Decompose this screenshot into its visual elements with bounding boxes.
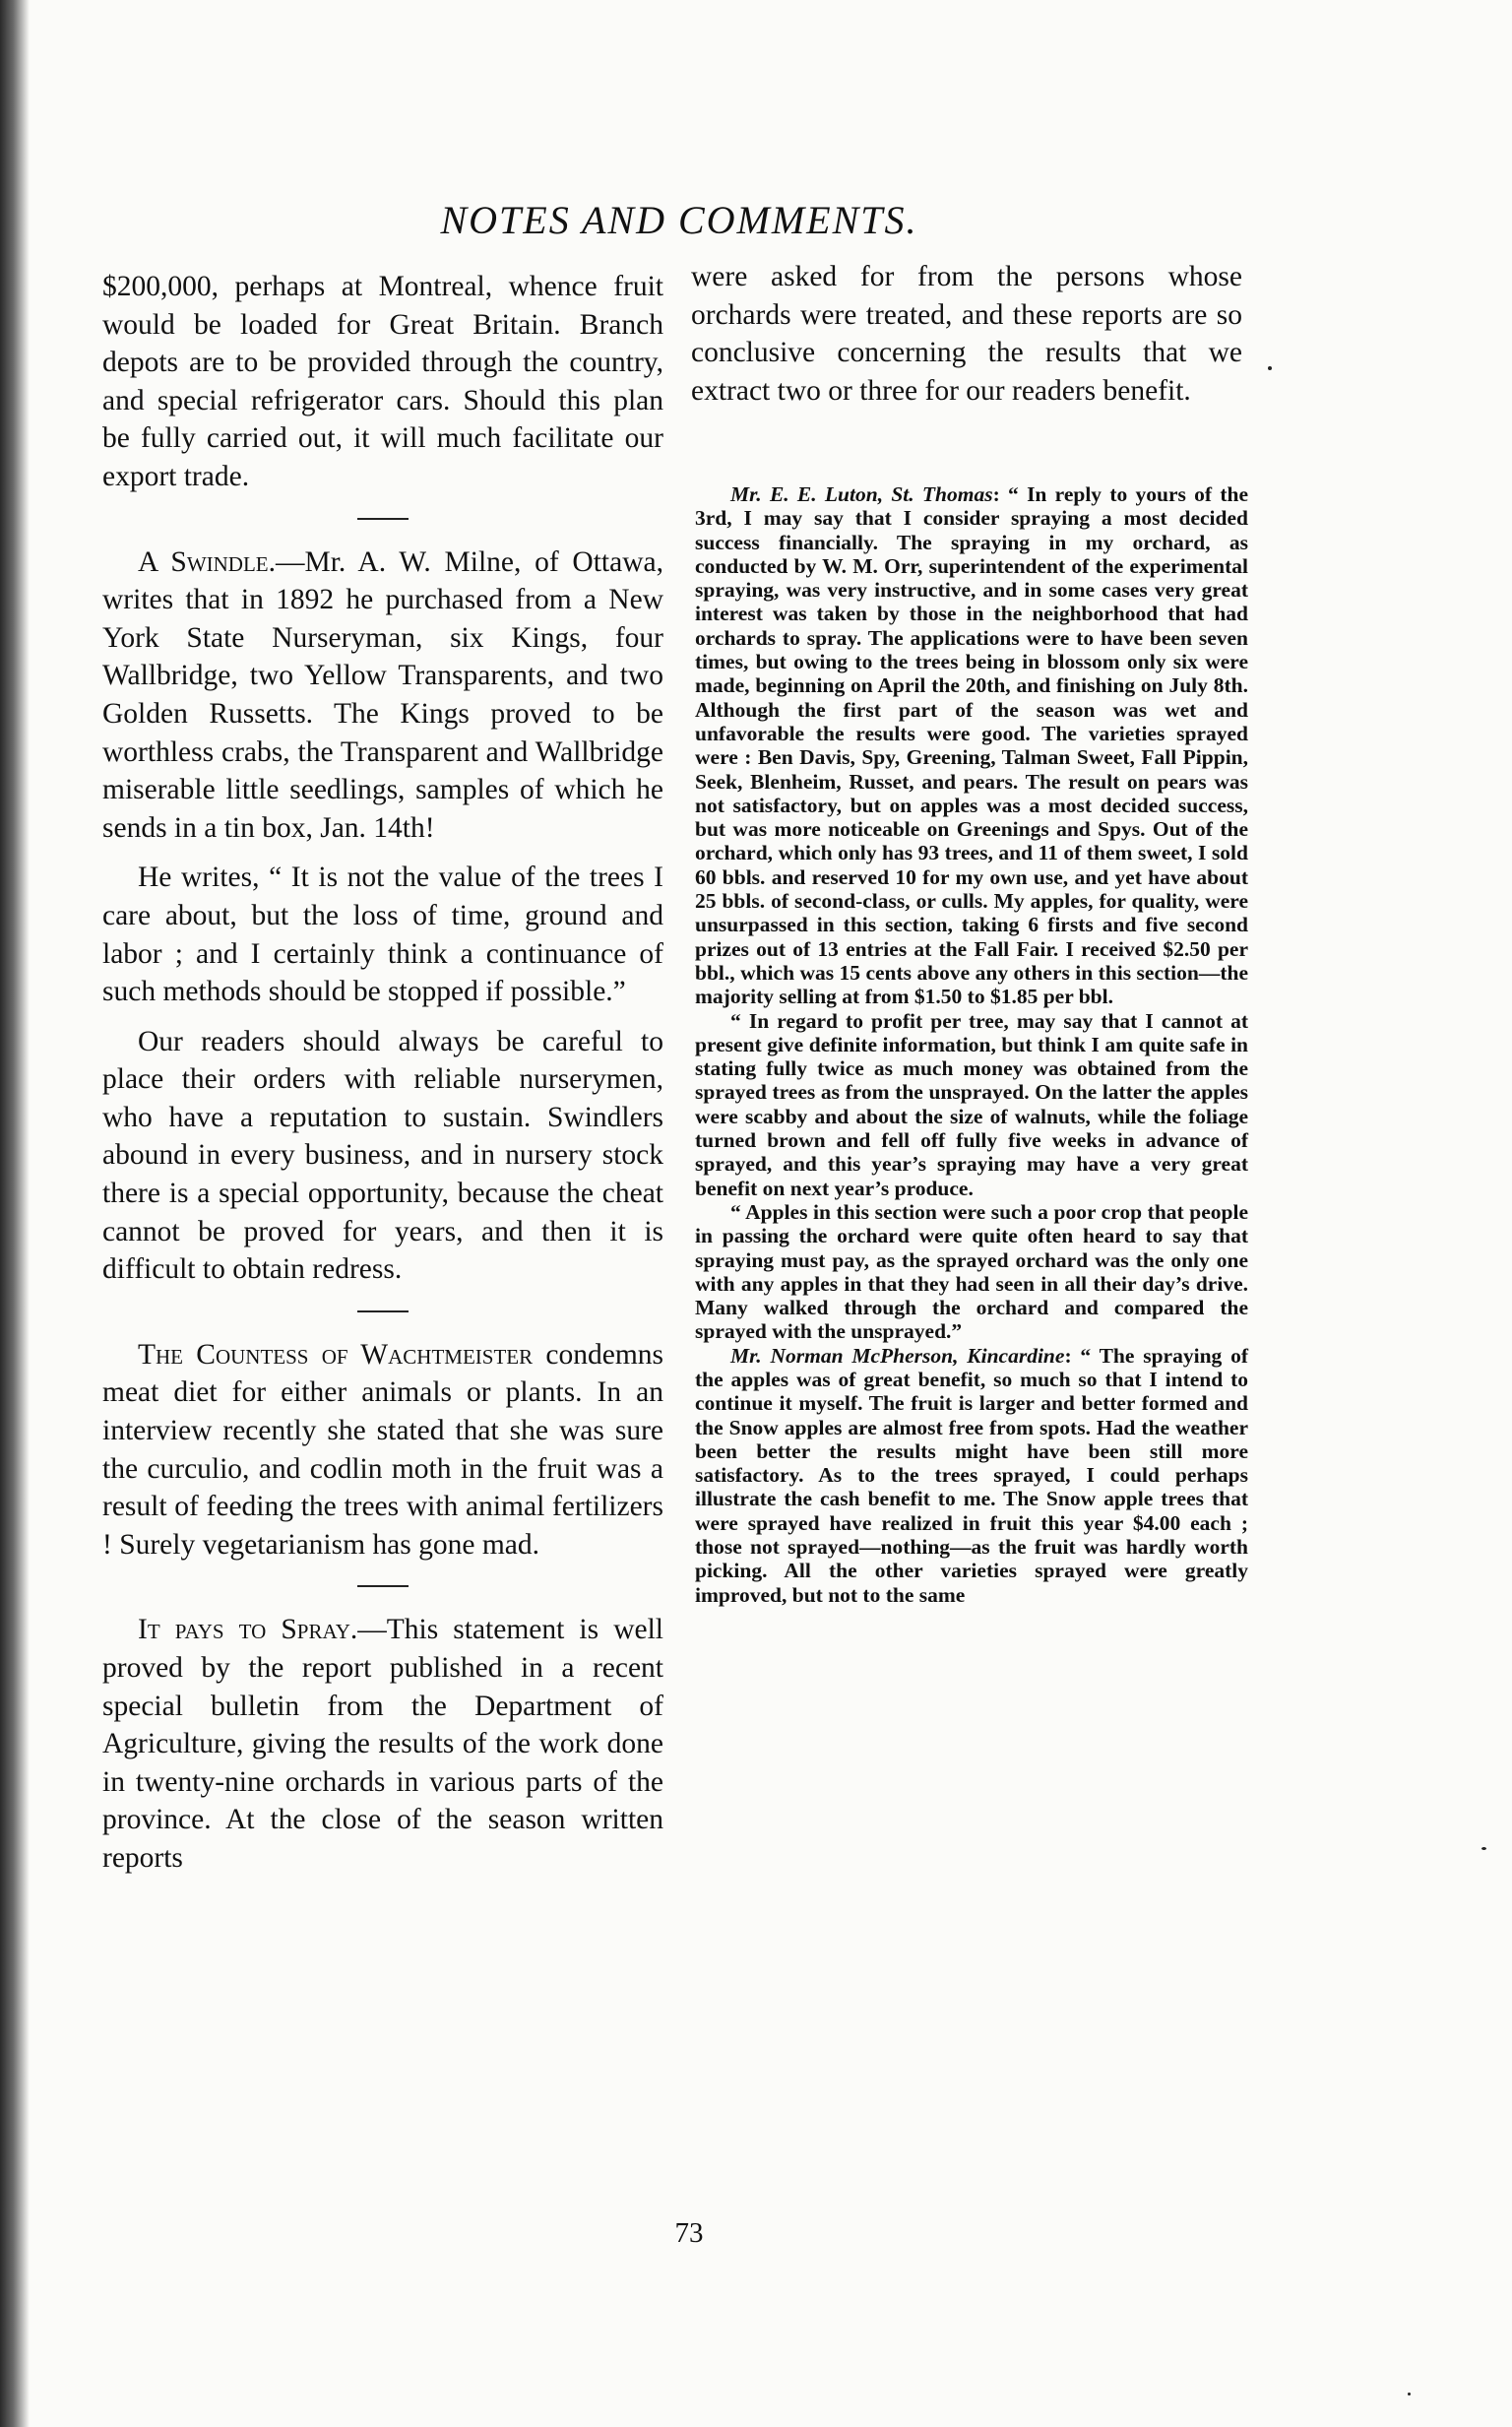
luton-name: Mr. E. E. Luton, St. Thomas: [730, 482, 993, 506]
left-column: [102, 268, 663, 1878]
right-column-intro: [691, 258, 1242, 410]
paragraph-apples: “ Apples in this section were such a poor crop that people in passing the orchard were quite often heard to say that spraying must pay, as the sprayed orchard was the only one with any apples in that they had seen in all their day’s drive. Many walked through the orchard and compared the sprayed with the unsprayed.”: [695, 1199, 1248, 1344]
paragraph-countess: [102, 1336, 663, 1565]
countess-body: condemns meat diet for either animals or plants. In an interview recently she stated that she was sure the curculio, and codlin moth in the fruit was a result of feeding the trees with animal fertilizers ! Surely vegetarianism has gone mad.: [102, 1338, 663, 1561]
mcpherson-name: Mr. Norman McPherson, Kincardine: [730, 1343, 1065, 1368]
paragraph-mcpherson: [695, 1344, 1248, 1607]
right-column-quotes: [695, 482, 1248, 1607]
countess-heading: The Countess of Wachtmeister: [138, 1338, 534, 1371]
paragraph-luton: [695, 482, 1248, 1009]
paragraph-swindle: [102, 543, 663, 848]
spray-heading: It pays to Spray.: [138, 1614, 358, 1646]
swindle-body: —Mr. A. W. Milne, of Ottawa, writes that in 1892 he purchased from a New York State Nurseryman, six Kings, four Wallbridge, two Yellow Transparents, and two Golden Russetts. The Kings proved to be worthless crabs, the Transparent and Wallbridge miserable little seedlings, samples of which he sends in a tin box, Jan. 14th!: [102, 545, 663, 844]
paragraph-he-writes: He writes, “ It is not the value of the trees I care about, but the loss of time, ground and labor ; and I certainly think a continuance of such methods should be stopped if possible.”: [102, 862, 663, 1008]
running-head: NOTES AND COMMENTS.: [440, 198, 918, 242]
spray-body: —This statement is well proved by the report published in a recent special bulletin from the Department of Agriculture, giving the results of the work done in twenty-nine orchards in various parts of the province. At the close of the season written reports: [102, 1614, 663, 1874]
paragraph-reports: were asked for from the persons whose orchards were treated, and these reports are so conclusive concerning the results that we extract two or three for our readers benefit.: [691, 261, 1242, 407]
scan-speck: [1481, 1847, 1486, 1850]
scan-speck: [1408, 2393, 1411, 2395]
mcpherson-body: : “ The spraying of the apples was of great benefit, so much so that I intend to continue it myself. The fruit is larger and better formed and the Snow apples are almost free from spots. Had the weather been better the results might have been still more satisfactory. As to the trees sprayed, I could perhaps illustrate the cash benefit to me. The Snow apple trees that were sprayed have realized in fruit this year $4.00 each ; those not sprayed—nothing—as the fruit was hardly worth picking. All the other varieties sprayed were greatly improved, but not to the same: [695, 1343, 1248, 1607]
paragraph-spray: [102, 1611, 663, 1877]
section-divider: [357, 1310, 409, 1312]
page-edge-shadow: [0, 0, 30, 2427]
section-divider: [357, 518, 409, 520]
swindle-heading: A Swindle.: [138, 545, 276, 578]
luton-body: : “ In reply to yours of the 3rd, I may say that I consider spraying a most decided success financially. The spraying in my orchard, as conducted by W. M. Orr, superintendent of the experimental spraying, was very instructive, and in some cases very great interest was taken by those in the neighborhood that had orchards to spray. The applications were to have been seven times, but owing to the trees being in blossom only six were made, beginning on April the 20th, and finishing on July 8th. Although the first part of the season was wet and unfavorable the results were good. The varieties sprayed were : Ben Davis, Spy, Greening, Talman Sweet, Fall Pippin, Seek, Blenheim, Russet, and pears. The result on pears was not satisfactory, but on apples was a most decided success, but was more noticeable on Greenings and Spys. Out of the orchard, which only has 93 trees, and 11 of them sweet, I sold 60 bbls. and reserved 10 for my own use, and yet have about 25 bbls. of second-class, or culls. My apples, for quality, were unsurpassed in this section, taking 6 firsts and five second prizes out of 13 entries at the Fall Fair. I received $2.50 per bbl., which was 15 cents above any others in this section—the majority selling at from $1.50 to $1.85 per bbl.: [695, 482, 1248, 1009]
paragraph-profit: “ In regard to profit per tree, may say that I cannot at present give definite information, but think I am quite safe in stating fully twice as much money was obtained from the sprayed trees as from the unsprayed. On the latter the apples were scabby and about the size of walnuts, while the foliage turned brown and fell off fully five weeks in advance of sprayed, and this year’s spraying may have a very great benefit on next year’s produce.: [695, 1008, 1248, 1200]
paragraph-our-readers: Our readers should always be careful to place their orders with reliable nurserymen, who have a reputation to sustain. Swindlers abound in every business, and in nursery stock there is a special opportunity, because the cheat cannot be proved for years, and then it is difficult to obtain redress.: [102, 1025, 663, 1286]
paragraph-export: $200,000, perhaps at Montreal, whence fruit would be loaded for Great Britain. Branch depots are to be provided through the country, and special refrigerator cars. Should this plan be fully carried out, it will much facilitate our export trade.: [102, 271, 663, 492]
section-divider: [357, 1585, 409, 1587]
page-number: 73: [674, 2217, 704, 2249]
scan-speck: [1268, 366, 1272, 370]
